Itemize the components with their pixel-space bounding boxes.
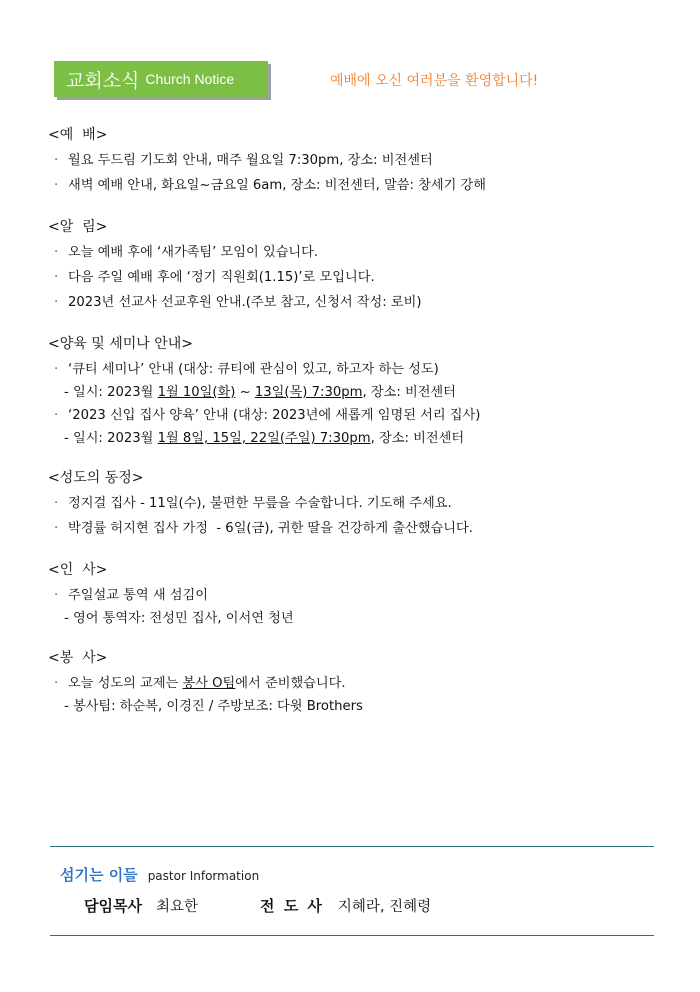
bullet-icon: · bbox=[54, 521, 59, 536]
date-range-end: 13일(목) 7:30pm bbox=[254, 385, 363, 400]
section-greeting bbox=[48, 559, 668, 629]
section-notice bbox=[48, 216, 668, 315]
section-title: <예 배> bbox=[48, 127, 108, 143]
list-item: · 오늘 예배 후에 ‘새가족팀’ 모임이 있습니다. bbox=[48, 240, 668, 265]
service-team: 봉사 O팀 bbox=[182, 676, 236, 691]
date-list: 1월 8일, 15일, 22일(주일) 7:30pm bbox=[157, 431, 371, 446]
badge-title-kr: 교회소식 bbox=[66, 69, 140, 92]
bullet-icon: · bbox=[54, 270, 59, 285]
list-item: · 새벽 예배 안내, 화요일~금요일 6am, 장소: 비전센터, 말씀: 창세기 강해 bbox=[48, 173, 668, 198]
staff-role-evangelist: 전 도 사 bbox=[260, 897, 324, 915]
section-seminar bbox=[48, 333, 668, 449]
section-title: <양육 및 세미나 안내> bbox=[48, 336, 194, 352]
list-item: · 월요 두드림 기도회 안내, 매주 월요일 7:30pm, 장소: 비전센터 bbox=[48, 148, 668, 173]
list-item: · ‘큐티 세미나’ 안내 (대상: 큐티에 관심이 있고, 하고자 하는 성도) bbox=[48, 357, 668, 382]
header bbox=[54, 60, 268, 98]
list-item: · 2023년 선교사 선교후원 안내.(주보 참고, 신청서 작성: 로비) bbox=[48, 290, 668, 315]
welcome-message: 예배에 오신 여러분을 환영합니다! bbox=[330, 73, 539, 89]
section-members bbox=[48, 467, 668, 541]
bullet-icon: · bbox=[54, 178, 59, 193]
staff-title-kr: 섬기는 이들 bbox=[60, 866, 138, 884]
bullet-icon: · bbox=[54, 408, 59, 423]
bullet-icon: · bbox=[54, 153, 59, 168]
bullet-icon: · bbox=[54, 676, 59, 691]
list-item: · 박경률 허지현 집사 가정 - 6일(금), 귀한 딸을 건강하게 출산했습니다. bbox=[48, 516, 668, 541]
list-subitem: - 일시: 2023월 1월 10일(화) ~ 13일(목) 7:30pm, 장소: 비전센터 bbox=[64, 385, 456, 400]
list-item: · ‘2023 신입 집사 양육’ 안내 (대상: 2023년에 새롭게 임명된 서리 집사) bbox=[48, 403, 668, 428]
divider-bottom bbox=[50, 935, 654, 936]
section-title: <성도의 동정> bbox=[48, 470, 144, 486]
date-range-start: 1월 10일(화) bbox=[157, 385, 236, 400]
bullet-icon: · bbox=[54, 362, 59, 377]
bullet-icon: · bbox=[54, 295, 59, 310]
bullet-icon: · bbox=[54, 496, 59, 511]
bullet-icon: · bbox=[54, 245, 59, 260]
list-item: · 오늘 성도의 교제는 봉사 O팀에서 준비했습니다. bbox=[48, 671, 668, 696]
section-title: <봉 사> bbox=[48, 650, 108, 666]
staff-heading bbox=[60, 864, 259, 885]
staff-role-senior-pastor: 담임목사 bbox=[84, 897, 142, 915]
staff-title-en: pastor Information bbox=[147, 869, 260, 883]
staff-name-senior-pastor: 최요한 bbox=[155, 899, 198, 915]
church-notice-badge bbox=[54, 61, 268, 97]
badge-title-en: Church Notice bbox=[145, 71, 235, 87]
list-subitem: - 영어 통역자: 전성민 집사, 이서연 청년 bbox=[64, 611, 294, 626]
notice-content bbox=[48, 124, 668, 735]
section-title: <인 사> bbox=[48, 562, 108, 578]
section-service bbox=[48, 647, 668, 717]
divider-top bbox=[50, 846, 654, 847]
section-title: <알 림> bbox=[48, 219, 108, 235]
list-item: · 주일설교 통역 새 섬김이 bbox=[48, 583, 668, 608]
list-item: · 다음 주일 예배 후에 ‘정기 직원회(1.15)’로 모입니다. bbox=[48, 265, 668, 290]
list-item: · 정지걸 집사 - 11일(수), 불편한 무릎을 수술합니다. 기도해 주세요. bbox=[48, 491, 668, 516]
staff-list bbox=[84, 895, 431, 916]
section-worship bbox=[48, 124, 668, 198]
staff-name-evangelists: 지혜라, 진혜령 bbox=[337, 899, 432, 915]
list-subitem: - 봉사팀: 하순복, 이경진 / 주방보조: 다윗 Brothers bbox=[64, 699, 363, 714]
list-subitem: - 일시: 2023월 1월 8일, 15일, 22일(주일) 7:30pm, 장소: 비전센터 bbox=[64, 431, 465, 446]
bullet-icon: · bbox=[54, 588, 59, 603]
